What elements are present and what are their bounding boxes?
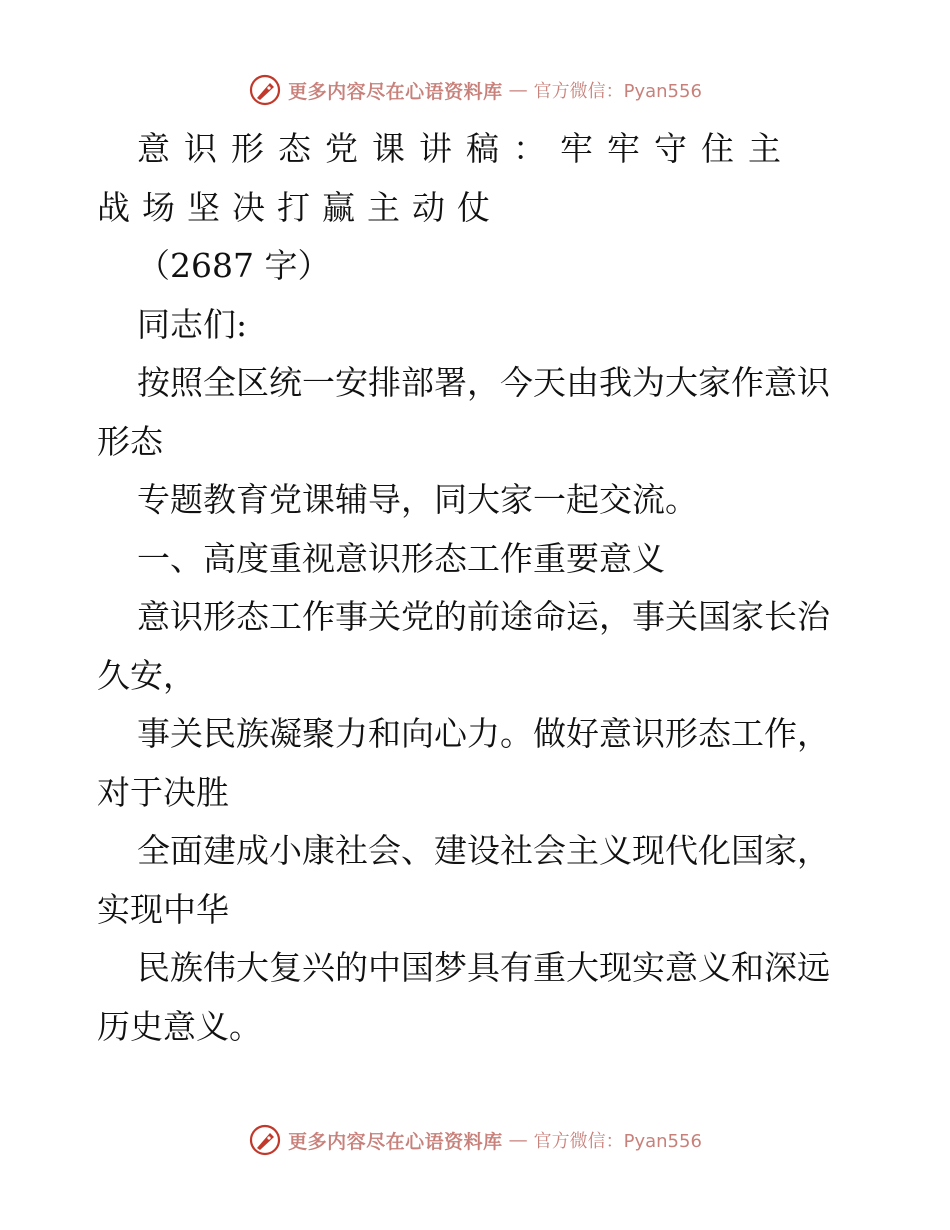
document-body (97, 120, 857, 1056)
header-banner (0, 70, 950, 110)
banner-wechat: 官方微信：Pyan556 (533, 81, 702, 102)
banner-text: 更多内容尽在心语资料库 (288, 80, 503, 103)
paragraph-line: 对于决胜 (97, 772, 229, 812)
pen-nib-icon (248, 73, 282, 107)
paragraph-line: 全面建成小康社会、建设社会主义现代化国家， (137, 831, 830, 870)
banner-separator: — (508, 1129, 528, 1151)
paragraph-line: 事关民族凝聚力和向心力。做好意识形态工作， (137, 714, 830, 753)
banner-separator: — (508, 79, 528, 101)
title-line-2: 战场坚决打赢主动仗 (97, 187, 502, 227)
pen-nib-icon (248, 1123, 282, 1157)
banner-text: 更多内容尽在心语资料库 (288, 1130, 503, 1153)
paragraph-line: 意识形态工作事关党的前途命运，事关国家长治 (137, 597, 830, 636)
salutation: 同志们: (137, 304, 248, 344)
paragraph-line: 历史意义。 (97, 1006, 262, 1046)
word-count: （2687 字） (137, 246, 331, 285)
title-line-1: 意识形态党课讲稿：牢牢守住主 (137, 129, 795, 168)
section-heading: 一、高度重视意识形态工作重要意义 (137, 538, 665, 578)
banner-wechat: 官方微信：Pyan556 (533, 1131, 702, 1152)
paragraph-line: 形态 (97, 421, 163, 461)
paragraph-line: 按照全区统一安排部署，今天由我为大家作意识 (137, 363, 830, 402)
paragraph-line: 民族伟大复兴的中国梦具有重大现实意义和深远 (137, 948, 830, 987)
paragraph-line: 专题教育党课辅导，同大家一起交流。 (137, 480, 698, 519)
footer-banner (0, 1120, 950, 1160)
paragraph-line: 实现中华 (97, 889, 229, 929)
paragraph-line: 久安， (97, 655, 196, 695)
